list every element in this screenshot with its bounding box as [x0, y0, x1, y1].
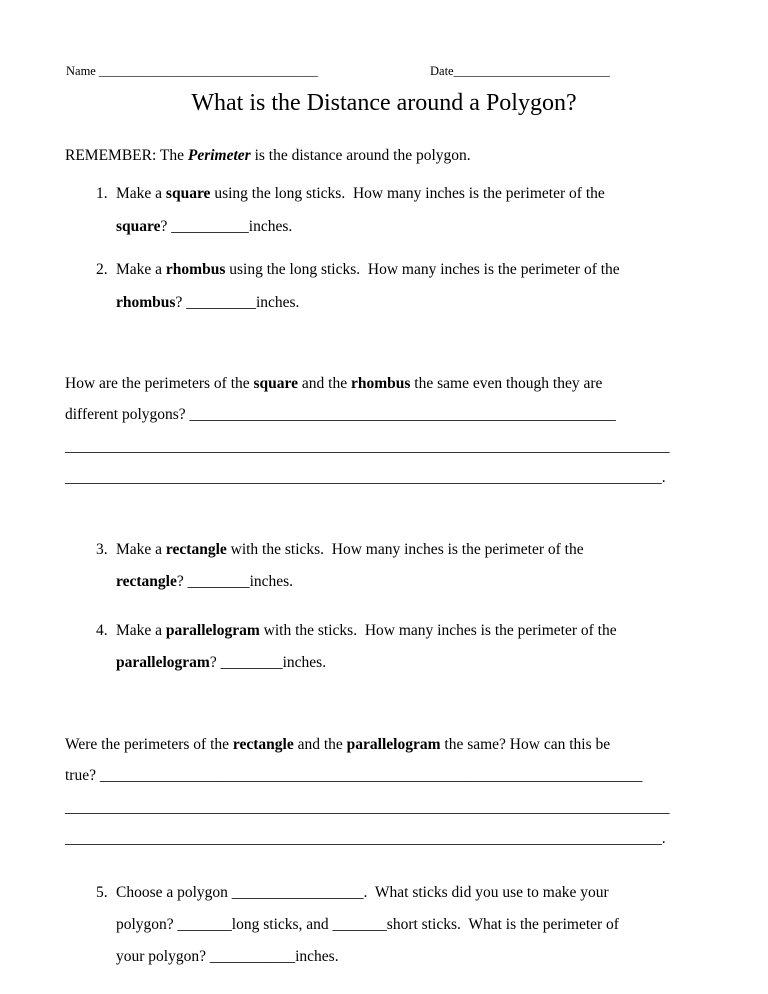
q1-text: Make a square using the long sticks. How many inches is the perimeter of the	[116, 185, 605, 202]
q3-answer[interactable]: rectangle? ________inches.	[116, 573, 294, 590]
q1-answer[interactable]: square? __________inches.	[116, 218, 293, 235]
q5-text[interactable]: polygon? _______long sticks, and _______short sticks. What is the perimeter of	[116, 916, 619, 933]
q3-number: 3.	[96, 541, 108, 558]
compare2-line[interactable]: ______________________________________________________________________________	[65, 799, 670, 816]
compare2-question: Were the perimeters of the rectangle and the parallelogram the same? How can this be	[65, 736, 611, 753]
compare2-answer[interactable]: true? ______________________________________________________________________	[65, 767, 643, 784]
compare2-line[interactable]: _____________________________________________________________________________.	[65, 830, 666, 847]
date-field[interactable]: Date_________________________	[430, 64, 610, 78]
q4-answer[interactable]: parallelogram? ________inches.	[116, 654, 327, 671]
q2-text: Make a rhombus using the long sticks. How many inches is the perimeter of the	[116, 261, 620, 278]
compare1-question: How are the perimeters of the square and the rhombus the same even though they are	[65, 375, 603, 392]
name-field[interactable]: Name ___________________________________	[66, 64, 318, 78]
q2-number: 2.	[96, 261, 108, 278]
compare1-answer[interactable]: different polygons? _______________________________________________________	[65, 406, 616, 423]
compare1-line[interactable]: ______________________________________________________________________________	[65, 438, 670, 455]
remember-text: REMEMBER: The Perimeter is the distance around the polygon.	[65, 147, 471, 164]
compare1-line[interactable]: _____________________________________________________________________________.	[65, 469, 666, 486]
q5-text[interactable]: Choose a polygon _________________. What sticks did you use to make your	[116, 884, 609, 901]
q5-number: 5.	[96, 884, 108, 901]
q4-number: 4.	[96, 622, 108, 639]
page-title: What is the Distance around a Polygon?	[191, 90, 577, 116]
q2-answer[interactable]: rhombus? _________inches.	[116, 294, 300, 311]
q1-number: 1.	[96, 185, 108, 202]
q3-text: Make a rectangle with the sticks. How many inches is the perimeter of the	[116, 541, 584, 558]
q4-text: Make a parallelogram with the sticks. How many inches is the perimeter of the	[116, 622, 617, 639]
q5-answer[interactable]: your polygon? ___________inches.	[116, 948, 339, 965]
